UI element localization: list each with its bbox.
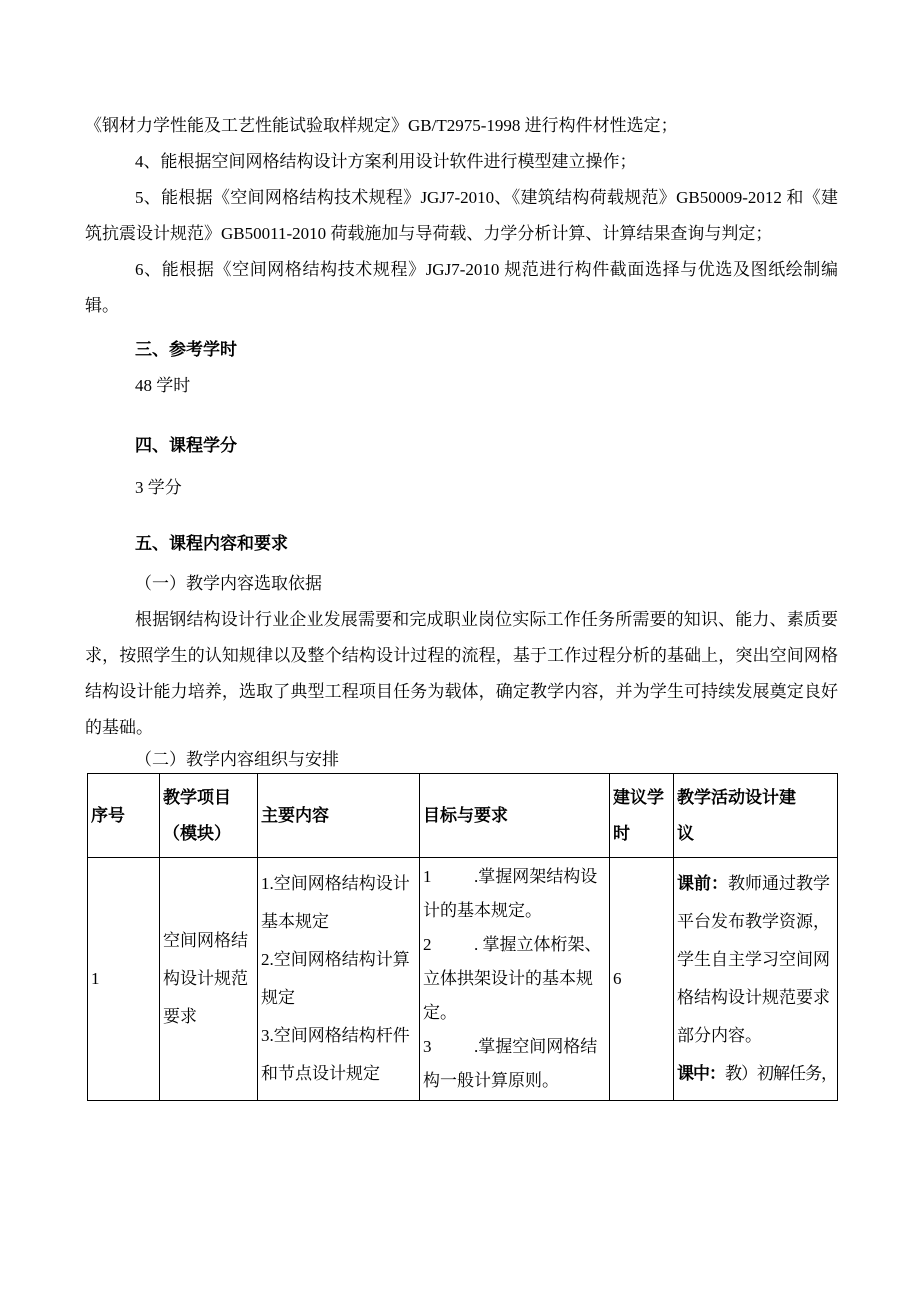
header-teaching-activity-suggestions: [674, 774, 838, 858]
objective-item: [423, 1030, 606, 1098]
objective-number: 2: [423, 935, 432, 954]
reference-hours-value: 48 学时: [135, 376, 191, 395]
header-teaching-activity-suggestions-label: 教学活动设计建议: [677, 787, 796, 843]
objective-item: [423, 928, 606, 1030]
cell-main-content: [258, 858, 420, 1101]
objective-number: 3: [423, 1037, 432, 1056]
table-row: [88, 858, 838, 1101]
header-teaching-module: [160, 774, 258, 858]
cell-teaching-module: 空间网格结构设计规范要求: [160, 858, 258, 1101]
activity-text: 教师通过教学平台发布教学资源，学生自主学习空间网格结构设计规范要求部分内容。: [677, 874, 830, 1045]
objective-text: .掌握网架结构设计的基本规定。: [423, 867, 598, 920]
header-main-content: 主要内容: [258, 774, 420, 858]
main-content-item: 2.空间网格结构计算规定: [261, 950, 410, 1007]
teaching-content-table: [87, 773, 838, 1101]
activity-phase-label: 课前：: [677, 874, 728, 893]
objective-text: . 掌握立体桁架、立体拱架设计的基本规定。: [423, 935, 602, 1022]
cell-objectives-requirements: [420, 858, 610, 1101]
subheading-content-selection-basis: （一）教学内容选取依据: [135, 574, 322, 593]
header-objectives-requirements: 目标与要求: [420, 774, 610, 858]
heading-reference-hours: 三、参考学时: [135, 340, 237, 359]
header-serial-number: 序号: [88, 774, 160, 858]
paragraph-continuation: 《钢材力学性能及工艺性能试验取样规定》GB/T2975-1998 进行构件材性选定；: [85, 116, 678, 135]
subheading-content-organization: （二）教学内容组织与安排: [135, 750, 339, 769]
ability-item-5: 5、能根据《空间网格结构技术规程》JGJ7-2010、《建筑结构荷载规范》GB50009-2012 和《建筑抗震设计规范》GB50011-2010 荷载施加与导荷载、力学分析计算、计算结果查询与判定；: [85, 188, 838, 243]
cell-suggested-hours: 6: [610, 858, 674, 1101]
main-content-item: 1.空间网格结构设计基本规定: [261, 874, 410, 931]
cell-serial-number: 1: [88, 858, 160, 1101]
activity-item: [677, 865, 834, 1055]
heading-course-credits: 四、课程学分: [135, 436, 237, 455]
cell-teaching-activity-suggestions: [674, 858, 838, 1101]
main-content-item: 3.空间网格结构杆件和节点设计规定: [261, 1026, 410, 1083]
activity-phase-label: 课中：: [677, 1064, 725, 1083]
activity-text: 教）初解任务，: [725, 1064, 837, 1083]
objective-item: [423, 860, 606, 928]
document-content: [85, 108, 838, 1101]
ability-item-4: 4、能根据空间网格结构设计方案利用设计软件进行模型建立操作；: [135, 152, 637, 171]
heading-course-content-requirements: 五、课程内容和要求: [135, 534, 288, 553]
objective-text: .掌握空间网格结构一般计算原则。: [423, 1037, 598, 1090]
header-suggested-hours: 建议学时: [610, 774, 674, 858]
table-header-row: [88, 774, 838, 858]
course-credits-value: 3 学分: [135, 478, 182, 497]
objective-number: 1: [423, 867, 432, 886]
header-teaching-module-label: 教学项目（模块）: [163, 787, 231, 843]
ability-item-6: 6、能根据《空间网格结构技术规程》JGJ7-2010 规范进行构件截面选择与优选及图纸绘制编辑。: [85, 260, 838, 315]
activity-item: [677, 1055, 837, 1093]
paragraph-content-selection-basis: 根据钢结构设计行业企业发展需要和完成职业岗位实际工作任务所需要的知识、能力、素质要求，按照学生的认知规律以及整个结构设计过程的流程，基于工作过程分析的基础上，突出空间网格结构设计能力培养，选取了典型工程项目任务为载体，确定教学内容，并为学生可持续发展奠定良好的基础。: [85, 610, 838, 737]
